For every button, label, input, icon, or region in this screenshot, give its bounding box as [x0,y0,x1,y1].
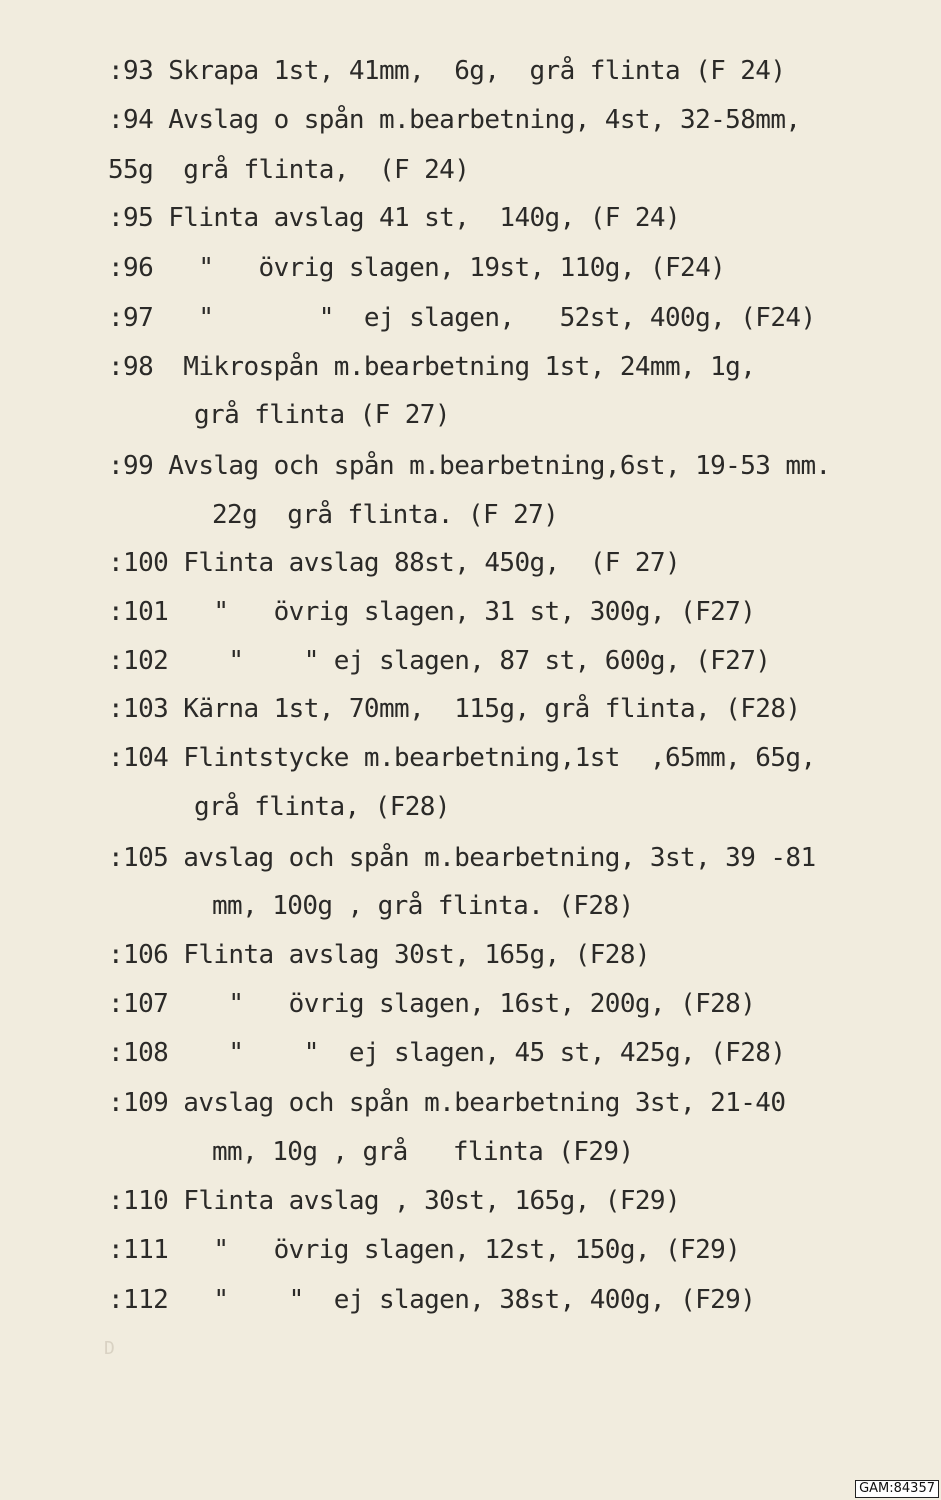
catalog-line-105-cont: mm, 100g , grå flinta. (F28) [212,891,634,921]
catalog-line-94: :94 Avslag o spån m.bearbetning, 4st, 32-58mm, [108,105,801,135]
catalog-line-106: :106 Flinta avslag 30st, 165g, (F28) [108,940,650,970]
catalog-line-98-cont: grå flinta (F 27) [194,400,450,430]
catalog-line-93: :93 Skrapa 1st, 41mm, 6g, grå flinta (F 24) [108,56,786,86]
catalog-line-94-cont: 55g grå flinta, (F 24) [108,155,470,185]
catalog-line-103: :103 Kärna 1st, 70mm, 115g, grå flinta, (F28) [108,694,801,724]
catalog-line-107: :107 " övrig slagen, 16st, 200g, (F28) [108,989,756,1019]
catalog-line-104: :104 Flintstycke m.bearbetning,1st ,65mm, 65g, [108,743,816,773]
catalog-line-99-cont: 22g grå flinta. (F 27) [212,500,559,530]
catalog-line-102: :102 " " ej slagen, 87 st, 600g, (F27) [108,646,771,676]
catalog-line-96: :96 " övrig slagen, 19st, 110g, (F24) [108,253,726,283]
archive-reference-label: GAM:84357 [855,1480,939,1498]
catalog-line-97: :97 " " ej slagen, 52st, 400g, (F24) [108,303,816,333]
catalog-line-110: :110 Flinta avslag , 30st, 165g, (F29) [108,1186,681,1216]
catalog-line-95: :95 Flinta avslag 41 st, 140g, (F 24) [108,203,681,233]
catalog-line-105: :105 avslag och spån m.bearbetning, 3st, 39 -81 [108,843,816,873]
catalog-line-112: :112 " " ej slagen, 38st, 400g, (F29) [108,1285,756,1315]
catalog-line-111: :111 " övrig slagen, 12st, 150g, (F29) [108,1235,741,1265]
catalog-line-109-cont: mm, 10g , grå flinta (F29) [212,1137,634,1167]
catalog-line-100: :100 Flinta avslag 88st, 450g, (F 27) [108,548,681,578]
catalog-line-98: :98 Mikrospån m.bearbetning 1st, 24mm, 1g, [108,352,756,382]
catalog-line-109: :109 avslag och spån m.bearbetning 3st, 21-40 [108,1088,786,1118]
catalog-line-104-cont: grå flinta, (F28) [194,792,450,822]
catalog-line-99: :99 Avslag och spån m.bearbetning,6st, 19-53 mm. [108,451,831,481]
faint-mark: D [104,1338,115,1359]
catalog-line-108: :108 " " ej slagen, 45 st, 425g, (F28) [108,1038,786,1068]
catalog-line-101: :101 " övrig slagen, 31 st, 300g, (F27) [108,597,756,627]
